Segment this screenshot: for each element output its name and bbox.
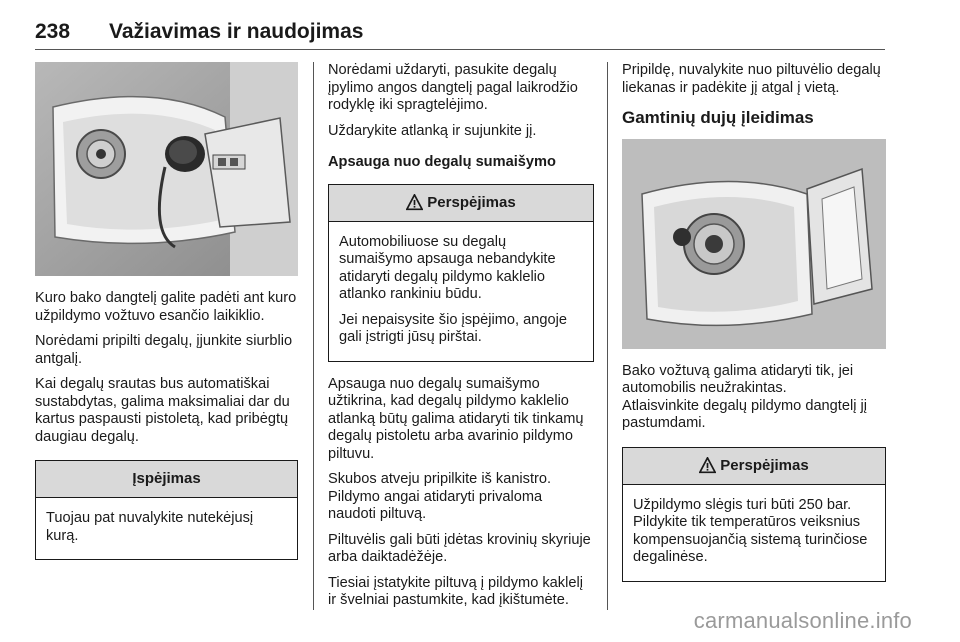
column-2 [328,62,594,618]
warning-box [328,184,594,362]
paragraph: Piltuvėlis gali būti įdėtas krovinių skyriuje arba daiktadėžėje. [328,531,591,565]
paragraph: Tiesiai įstatykite piltuvą į pildymo kaklelį ir švelniai pastumkite, kad įkištumėte. [328,574,583,608]
warning-triangle-icon [406,194,423,211]
warning-text: Užpildymo slėgis turi būti 250 bar. Pildykite tik temperatūros veiksnius kompensuojančią sistemą turinčiose degalinėse. [633,496,868,565]
warning-title: Perspėjimas [427,193,516,211]
paragraph: Norėdami pripilti degalų, įjunkite siurblio antgalį. [35,333,293,367]
page-number: 238 [35,20,71,43]
warning-header [623,448,885,485]
warning-body [623,485,885,581]
paragraph: Norėdami uždaryti, pasukite degalų įpylimo angos dangtelį pagal laikrodžio rodyklę iki spragtelėjimo. [328,62,578,113]
warning-header [329,185,593,222]
subheading: Apsauga nuo degalų sumaišymo [328,154,556,170]
paragraph: Kuro bako dangtelį galite padėti ant kuro užpildymo vožtuvo esančio laikiklio. [35,290,297,324]
paragraph: Atlaisvinkite degalų pildymo dangtelį jį pastumdami. [622,397,867,431]
section-heading: Gamtinių dujų įleidimas [622,108,814,127]
column-divider [607,62,608,610]
warning-text: Jei nepaisysite šio įspėjimo, angoje gali įstrigti jūsų pirštai. [339,311,567,345]
paragraph: Bako vožtuvą galima atidaryti tik, jei automobilis neužrakintas. [622,362,854,396]
page-header [35,20,885,50]
warning-box [622,447,886,582]
warning-body [329,222,593,361]
paragraph: Kai degalų srautas bus automatiškai sustabdytas, galima maksimaliai dar du kartus paspausti pistoletą, kad pribėgtų daugiau degalų. [35,376,290,445]
warning-triangle-icon [699,457,716,474]
column-1 [35,62,298,574]
fuel-filler-cap-image [35,62,298,276]
warning-title: Perspėjimas [720,456,809,474]
header-rule [35,49,885,50]
watermark: carmanualsonline.info [693,608,912,633]
column-3 [622,62,886,596]
paragraph: Uždarykite atlanką ir sujunkite jį. [328,122,537,139]
paragraph: Pripildę, nuvalykite nuo piltuvėlio degalų liekanas ir padėkite jį atgal į vietą. [622,62,881,96]
notice-text: Tuojau pat nuvalykite nutekėjusį kurą. [46,510,254,544]
gas-inlet-photo [622,139,886,349]
fuel-cap-photo [35,62,298,276]
paragraph: Apsauga nuo degalų sumaišymo užtikrina, kad degalų pildymo kaklelio atlanką būtų galima atidaryti tik tinkamų degalų pistoletu arba avarinio pildymo piltuvu. [328,375,584,462]
warning-text: Automobiliuose su degalų sumaišymo apsauga nebandykite atidaryti degalų pildymo kaklelio atlanko rankiniu būdu. [339,233,556,302]
paragraph: Skubos atveju pripilkite iš kanistro. Pildymo angai atidaryti privaloma naudoti piltuvą. [328,471,552,522]
natural-gas-inlet-image [622,139,886,349]
notice-title: Įspėjimas [36,461,297,498]
notice-box [35,460,298,560]
page-title: Važiavimas ir naudojimas [109,20,364,43]
column-divider [313,62,314,610]
notice-body [36,498,297,559]
